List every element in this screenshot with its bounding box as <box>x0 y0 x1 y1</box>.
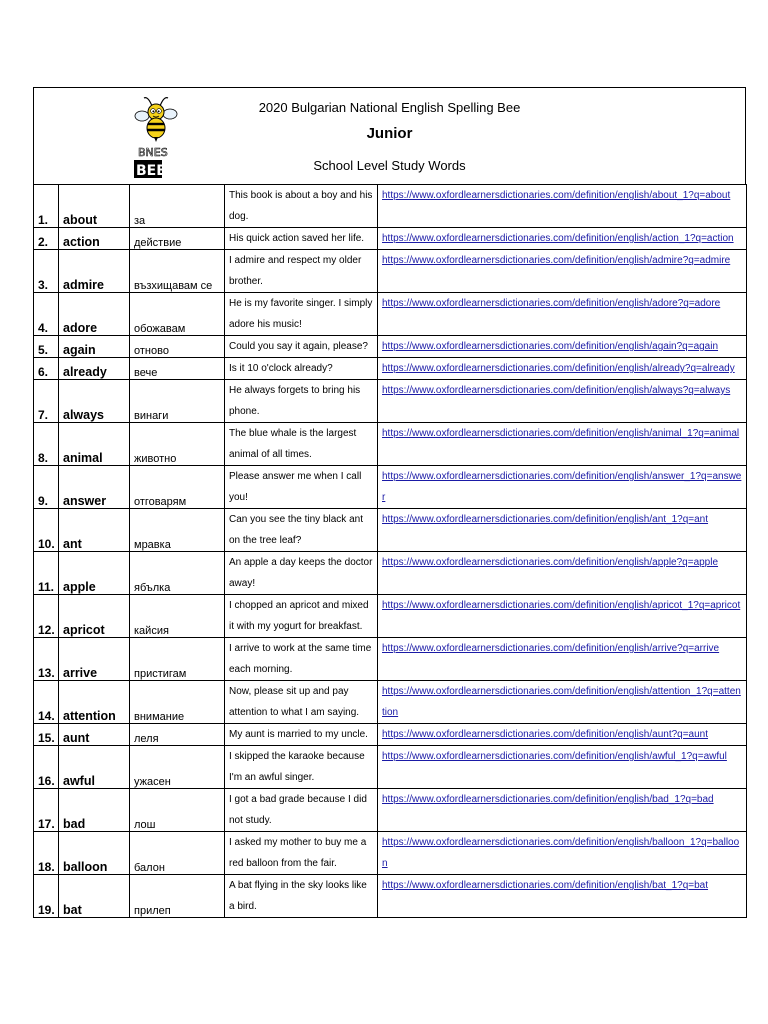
word-number: 15. <box>34 724 59 746</box>
dictionary-link-cell <box>378 552 747 595</box>
dictionary-link-cell <box>378 595 747 638</box>
bulgarian-translation: животно <box>130 423 225 466</box>
table-row <box>34 358 747 380</box>
dictionary-link-cell <box>378 380 747 423</box>
word-number: 1. <box>34 185 59 228</box>
bulgarian-translation: отново <box>130 336 225 358</box>
english-word: balloon <box>59 832 130 875</box>
example-sentence: Could you say it again, please? <box>225 336 378 358</box>
dictionary-link[interactable]: https://www.oxfordlearnersdictionaries.com/definition/english/adore?q=adore <box>382 298 721 309</box>
table-row <box>34 724 747 746</box>
dictionary-link[interactable]: https://www.oxfordlearnersdictionaries.com/definition/english/about_1?q=about <box>382 190 731 201</box>
word-number: 19. <box>34 875 59 918</box>
table-row <box>34 509 747 552</box>
table-row <box>34 638 747 681</box>
dictionary-link-cell <box>378 681 747 724</box>
dictionary-link[interactable]: https://www.oxfordlearnersdictionaries.com/definition/english/apricot_1?q=apricot <box>382 600 741 611</box>
bulgarian-translation: кайсия <box>130 595 225 638</box>
english-word: ant <box>59 509 130 552</box>
dictionary-link-cell <box>378 638 747 681</box>
dictionary-link-cell <box>378 832 747 875</box>
word-number: 6. <box>34 358 59 380</box>
example-sentence: I asked my mother to buy me a red balloon from the fair. <box>225 832 378 875</box>
table-row <box>34 293 747 336</box>
word-number: 16. <box>34 746 59 789</box>
document-subtitle: School Level Study Words <box>313 158 466 173</box>
dictionary-link-cell <box>378 746 747 789</box>
word-number: 4. <box>34 293 59 336</box>
word-number: 10. <box>34 509 59 552</box>
dictionary-link-cell <box>378 228 747 250</box>
table-row <box>34 423 747 466</box>
table-row <box>34 552 747 595</box>
word-number: 2. <box>34 228 59 250</box>
word-number: 17. <box>34 789 59 832</box>
svg-text:BEE: BEE <box>136 163 166 179</box>
table-row <box>34 595 747 638</box>
bulgarian-translation: пристигам <box>130 638 225 681</box>
example-sentence: I arrive to work at the same time each morning. <box>225 638 378 681</box>
dictionary-link[interactable]: https://www.oxfordlearnersdictionaries.com/definition/english/already?q=already <box>382 363 735 374</box>
dictionary-link[interactable]: https://www.oxfordlearnersdictionaries.com/definition/english/action_1?q=action <box>382 233 734 244</box>
bulgarian-translation: винаги <box>130 380 225 423</box>
bulgarian-translation: отговарям <box>130 466 225 509</box>
bulgarian-translation: за <box>130 185 225 228</box>
dictionary-link[interactable]: https://www.oxfordlearnersdictionaries.com/definition/english/again?q=again <box>382 341 719 352</box>
example-sentence: The blue whale is the largest animal of all times. <box>225 423 378 466</box>
dictionary-link[interactable]: https://www.oxfordlearnersdictionaries.com/definition/english/answer_1?q=answer <box>382 471 742 503</box>
word-number: 5. <box>34 336 59 358</box>
word-number: 11. <box>34 552 59 595</box>
example-sentence: He is my favorite singer. I simply adore his music! <box>225 293 378 336</box>
bulgarian-translation: внимание <box>130 681 225 724</box>
word-number: 13. <box>34 638 59 681</box>
dictionary-link-cell <box>378 250 747 293</box>
table-row <box>34 185 747 228</box>
english-word: awful <box>59 746 130 789</box>
word-number: 12. <box>34 595 59 638</box>
word-number: 18. <box>34 832 59 875</box>
word-number: 8. <box>34 423 59 466</box>
table-row <box>34 336 747 358</box>
bulgarian-translation: прилеп <box>130 875 225 918</box>
word-number: 14. <box>34 681 59 724</box>
example-sentence: Please answer me when I call you! <box>225 466 378 509</box>
english-word: apricot <box>59 595 130 638</box>
dictionary-link[interactable]: https://www.oxfordlearnersdictionaries.com/definition/english/bad_1?q=bad <box>382 794 714 805</box>
example-sentence: I chopped an apricot and mixed it with my yogurt for breakfast. <box>225 595 378 638</box>
table-row <box>34 832 747 875</box>
dictionary-link[interactable]: https://www.oxfordlearnersdictionaries.com/definition/english/awful_1?q=awful <box>382 751 727 762</box>
study-words-table <box>33 184 747 918</box>
dictionary-link-cell <box>378 336 747 358</box>
dictionary-link[interactable]: https://www.oxfordlearnersdictionaries.com/definition/english/ant_1?q=ant <box>382 514 709 525</box>
bulgarian-translation: обожавам <box>130 293 225 336</box>
english-word: attention <box>59 681 130 724</box>
dictionary-link-cell <box>378 789 747 832</box>
bulgarian-translation: леля <box>130 724 225 746</box>
example-sentence: Now, please sit up and pay attention to what I am saying. <box>225 681 378 724</box>
english-word: action <box>59 228 130 250</box>
english-word: aunt <box>59 724 130 746</box>
table-row <box>34 466 747 509</box>
example-sentence: He always forgets to bring his phone. <box>225 380 378 423</box>
dictionary-link[interactable]: https://www.oxfordlearnersdictionaries.com/definition/english/bat_1?q=bat <box>382 880 709 891</box>
example-sentence: My aunt is married to my uncle. <box>225 724 378 746</box>
example-sentence: This book is about a boy and his dog. <box>225 185 378 228</box>
table-row <box>34 789 747 832</box>
bulgarian-translation: лош <box>130 789 225 832</box>
english-word: answer <box>59 466 130 509</box>
word-number: 3. <box>34 250 59 293</box>
level-heading: Junior <box>366 125 413 142</box>
table-row <box>34 380 747 423</box>
bulgarian-translation: балон <box>130 832 225 875</box>
example-sentence: Is it 10 o'clock already? <box>225 358 378 380</box>
table-row <box>34 875 747 918</box>
english-word: already <box>59 358 130 380</box>
dictionary-link-cell <box>378 509 747 552</box>
dictionary-link[interactable]: https://www.oxfordlearnersdictionaries.com/definition/english/always?q=always <box>382 385 731 396</box>
example-sentence: Can you see the tiny black ant on the tree leaf? <box>225 509 378 552</box>
dictionary-link[interactable]: https://www.oxfordlearnersdictionaries.com/definition/english/balloon_1?q=balloon <box>382 837 740 869</box>
english-word: apple <box>59 552 130 595</box>
document-header <box>33 87 746 185</box>
bulgarian-translation: мравка <box>130 509 225 552</box>
dictionary-link-cell <box>378 724 747 746</box>
dictionary-link[interactable]: https://www.oxfordlearnersdictionaries.com/definition/english/apple?q=apple <box>382 557 719 568</box>
word-number: 9. <box>34 466 59 509</box>
bulgarian-translation: ужасен <box>130 746 225 789</box>
bulgarian-translation: ябълка <box>130 552 225 595</box>
english-word: arrive <box>59 638 130 681</box>
bulgarian-translation: вече <box>130 358 225 380</box>
word-number: 7. <box>34 380 59 423</box>
dictionary-link[interactable]: https://www.oxfordlearnersdictionaries.com/definition/english/arrive?q=arrive <box>382 643 720 654</box>
example-sentence: I got a bad grade because I did not study. <box>225 789 378 832</box>
bulgarian-translation: възхищавам се <box>130 250 225 293</box>
dictionary-link[interactable]: https://www.oxfordlearnersdictionaries.com/definition/english/attention_1?q=attention <box>382 686 741 718</box>
table-row <box>34 681 747 724</box>
dictionary-link-cell <box>378 185 747 228</box>
english-word: animal <box>59 423 130 466</box>
dictionary-link-cell <box>378 875 747 918</box>
dictionary-link-cell <box>378 466 747 509</box>
english-word: again <box>59 336 130 358</box>
english-word: admire <box>59 250 130 293</box>
english-word: always <box>59 380 130 423</box>
table-row <box>34 250 747 293</box>
dictionary-link-cell <box>378 358 747 380</box>
document-title: 2020 Bulgarian National English Spelling Bee <box>258 100 521 115</box>
dictionary-link[interactable]: https://www.oxfordlearnersdictionaries.com/definition/english/admire?q=admire <box>382 255 731 266</box>
english-word: bad <box>59 789 130 832</box>
dictionary-link-cell <box>378 423 747 466</box>
bulgarian-translation: действие <box>130 228 225 250</box>
dictionary-link[interactable]: https://www.oxfordlearnersdictionaries.com/definition/english/aunt?q=aunt <box>382 729 709 740</box>
dictionary-link-cell <box>378 293 747 336</box>
table-row <box>34 746 747 789</box>
example-sentence: I admire and respect my older brother. <box>225 250 378 293</box>
example-sentence: An apple a day keeps the doctor away! <box>225 552 378 595</box>
english-word: bat <box>59 875 130 918</box>
example-sentence: I skipped the karaoke because I'm an awful singer. <box>225 746 378 789</box>
table-row <box>34 228 747 250</box>
dictionary-link[interactable]: https://www.oxfordlearnersdictionaries.com/definition/english/animal_1?q=animal <box>382 428 740 439</box>
example-sentence: His quick action saved her life. <box>225 228 378 250</box>
svg-text:BNES: BNES <box>138 146 168 159</box>
english-word: about <box>59 185 130 228</box>
english-word: adore <box>59 293 130 336</box>
example-sentence: A bat flying in the sky looks like a bird. <box>225 875 378 918</box>
